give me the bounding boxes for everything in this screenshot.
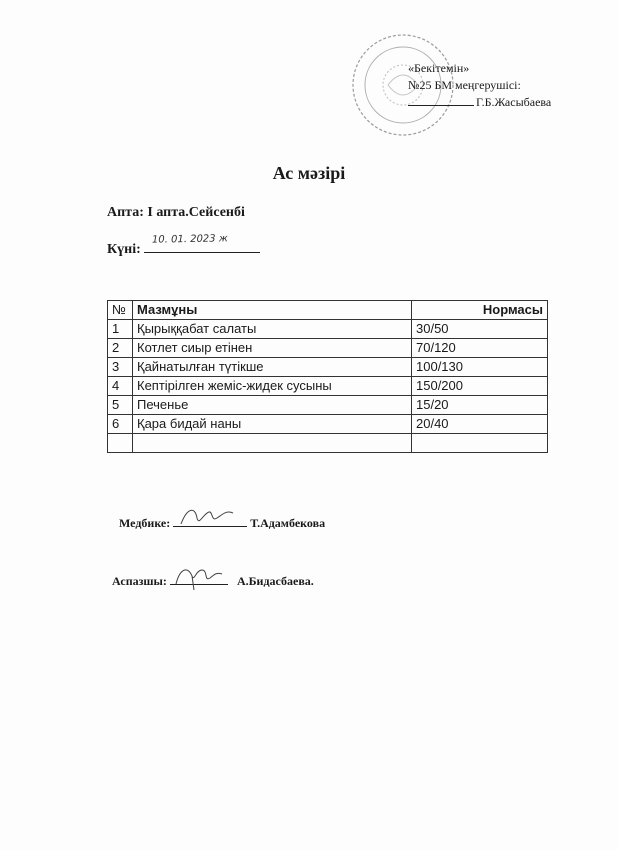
nurse-label: Медбике: (119, 516, 171, 530)
empty-cell (412, 434, 548, 453)
approval-name: Г.Б.Жасыбаева (476, 95, 552, 109)
row-name: Кептірілген жеміс-жидек сусыны (133, 377, 412, 396)
row-name: Қырыққабат салаты (133, 320, 412, 339)
row-norm: 70/120 (412, 339, 548, 358)
cook-name: А.Бидасбаева. (236, 574, 314, 588)
table-row (108, 358, 548, 377)
empty-cell (133, 434, 412, 453)
row-num: 2 (108, 339, 133, 358)
header-num: № (108, 301, 133, 320)
row-num: 6 (108, 415, 133, 434)
date-row (107, 233, 260, 258)
row-norm: 15/20 (412, 396, 548, 415)
table-row (108, 377, 548, 396)
week-label: Апта: I апта.Сейсенбі (107, 205, 245, 220)
approval-heading: «Бекітемін» (408, 61, 470, 75)
cook-signature-blank (170, 570, 228, 585)
row-norm: 100/130 (412, 358, 548, 377)
approval-signature-line (408, 94, 551, 111)
nurse-signature-blank (173, 512, 247, 527)
row-name: Қара бидай наны (133, 415, 412, 434)
cook-signature-row (112, 570, 314, 589)
date-label: Күні: (107, 242, 141, 257)
row-norm: 30/50 (412, 320, 548, 339)
row-name: Қайнатылған түтікше (133, 358, 412, 377)
nurse-name: Т.Адамбекова (250, 516, 326, 530)
approval-position: №25 БМ меңгерушісі: (408, 78, 521, 92)
header-norm: Нормасы (412, 301, 548, 320)
row-name: Котлет сиыр етінен (133, 339, 412, 358)
cook-signature-icon (170, 562, 228, 592)
row-norm: 20/40 (412, 415, 548, 434)
table-row (108, 320, 548, 339)
date-handwritten: 10. 01. 2023 ж (152, 233, 229, 246)
row-num: 1 (108, 320, 133, 339)
row-name: Печенье (133, 396, 412, 415)
menu-table (107, 300, 548, 453)
table-row-empty (108, 434, 548, 453)
row-num: 3 (108, 358, 133, 377)
approval-block (408, 60, 551, 111)
row-num: 5 (108, 396, 133, 415)
cook-label: Аспазшы: (112, 574, 167, 588)
header-content: Мазмұны (133, 301, 412, 320)
empty-cell (108, 434, 133, 453)
date-blank (144, 233, 260, 253)
approval-signature-blank (408, 105, 474, 106)
nurse-signature-icon (173, 504, 247, 530)
nurse-signature-row (119, 512, 325, 531)
table-header-row (108, 301, 548, 320)
row-num: 4 (108, 377, 133, 396)
row-norm: 150/200 (412, 377, 548, 396)
table-row (108, 415, 548, 434)
table-row (108, 339, 548, 358)
page-title: Ас мәзірі (272, 163, 346, 183)
table-row (108, 396, 548, 415)
